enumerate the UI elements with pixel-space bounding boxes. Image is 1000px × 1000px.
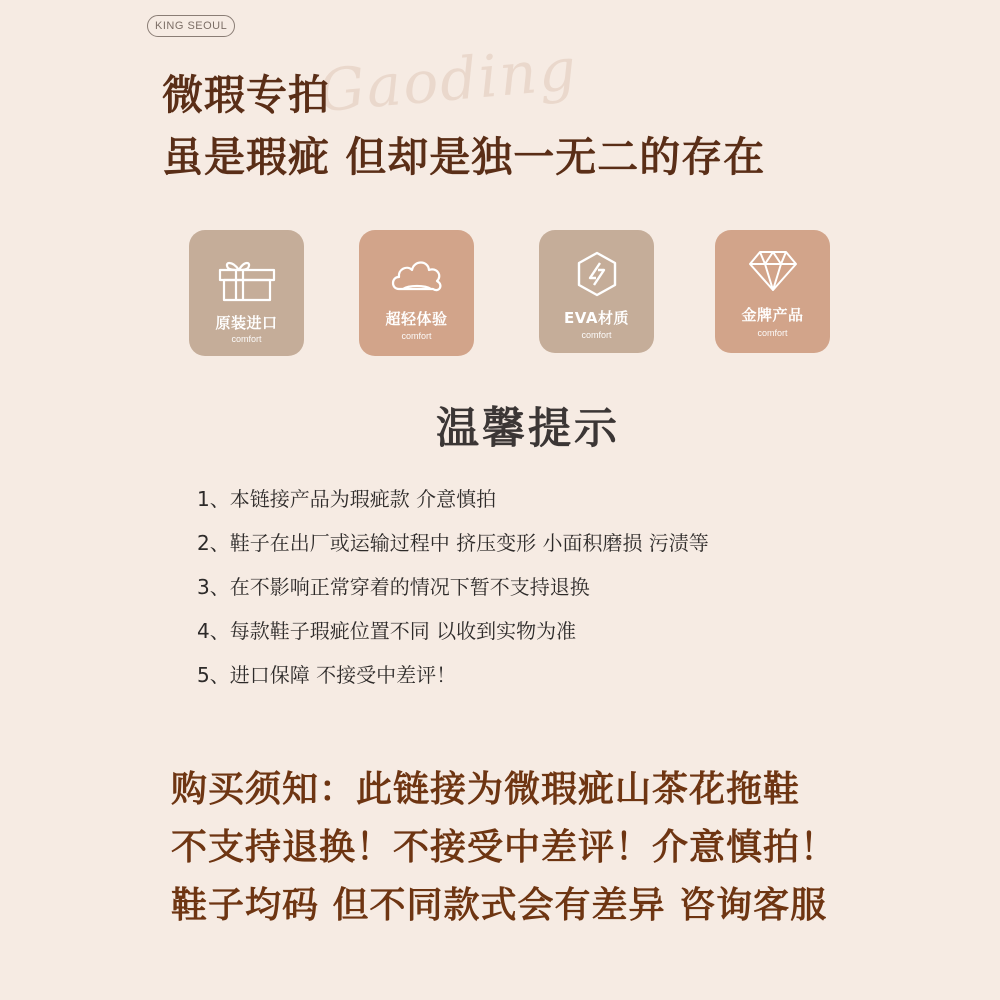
feature-sublabel: comfort	[231, 334, 262, 344]
feature-label: 原装进口	[215, 314, 278, 332]
purchase-line: 购买须知：此链接为微瑕疵山茶花拖鞋	[171, 768, 801, 810]
feature-tile-import	[189, 230, 304, 356]
page-title: 微瑕专拍	[162, 71, 330, 119]
page-subtitle: 虽是瑕疵 但却是独一无二的存在	[162, 133, 766, 181]
notice-list	[197, 480, 709, 700]
feature-sublabel: comfort	[581, 330, 612, 340]
feature-label: EVA材质	[564, 309, 629, 327]
feature-tile-lightweight	[359, 230, 474, 356]
watermark-text: Gaoding	[315, 34, 581, 126]
cloud-icon	[389, 255, 445, 297]
list-item: 1、本链接产品为瑕疵款 介意慎拍	[197, 487, 497, 511]
purchase-line: 鞋子均码 但不同款式会有差异 咨询客服	[171, 884, 828, 926]
list-item: 3、在不影响正常穿着的情况下暂不支持退换	[197, 575, 590, 599]
feature-sublabel: comfort	[757, 328, 788, 338]
feature-label: 超轻体验	[385, 310, 448, 328]
notice-heading: 温馨提示	[436, 404, 620, 454]
feature-label: 金牌产品	[741, 306, 804, 324]
purchase-line: 不支持退换！不接受中差评！介意慎拍！	[171, 826, 838, 868]
list-item: 4、每款鞋子瑕疵位置不同 以收到实物为准	[197, 619, 577, 643]
list-item: 2、鞋子在出厂或运输过程中 挤压变形 小面积磨损 污渍等	[197, 531, 709, 555]
feature-tile-gold	[715, 230, 830, 353]
diamond-icon	[748, 248, 798, 292]
purchase-notice	[171, 760, 837, 934]
gift-box-icon	[216, 256, 278, 304]
feature-sublabel: comfort	[401, 331, 432, 341]
hexagon-icon	[574, 250, 620, 298]
brand-badge: KING SEOUL	[147, 15, 235, 37]
list-item: 5、进口保障 不接受中差评！	[197, 663, 457, 687]
feature-tile-eva	[539, 230, 654, 353]
